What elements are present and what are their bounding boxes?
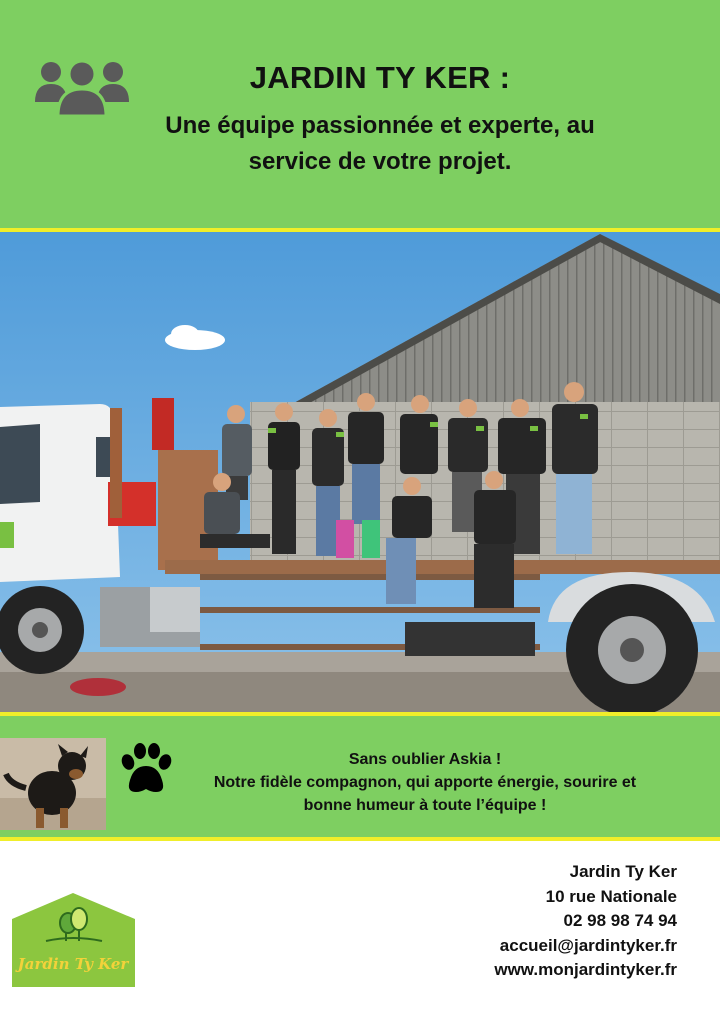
askia-line-1: Sans oublier Askia !	[348, 751, 502, 768]
jardin-ty-ker-logo	[12, 893, 135, 987]
company-address: 10 rue Nationale	[545, 886, 677, 906]
askia-text	[180, 748, 670, 817]
subtitle-line-2: service de votre projet.	[248, 148, 512, 175]
yellow-divider-bottom	[0, 837, 720, 841]
email-link[interactable]: accueil@jardintyker.fr	[499, 935, 677, 955]
header-banner	[0, 0, 720, 228]
askia-line-2: Notre fidèle compagnon, qui apporte énergie, sourire et	[213, 774, 637, 791]
dog-photo	[0, 738, 106, 830]
website-link[interactable]: www.monjardintyker.fr	[494, 960, 677, 979]
paw-icon	[118, 742, 174, 798]
subtitle-line-1: Une équipe passionnée et experte, au	[165, 112, 595, 139]
team-photo	[0, 232, 720, 712]
logo-text: Jardin Ty Ker	[17, 955, 129, 973]
askia-line-3: bonne humeur à toute l’équipe !	[303, 797, 547, 814]
company-name: Jardin Ty Ker	[569, 862, 677, 881]
page-title: JARDIN TY KER :	[249, 60, 511, 95]
contact-block	[494, 860, 677, 983]
phone-number[interactable]: 02 98 98 74 94	[563, 911, 677, 930]
page-subtitle	[100, 108, 660, 180]
